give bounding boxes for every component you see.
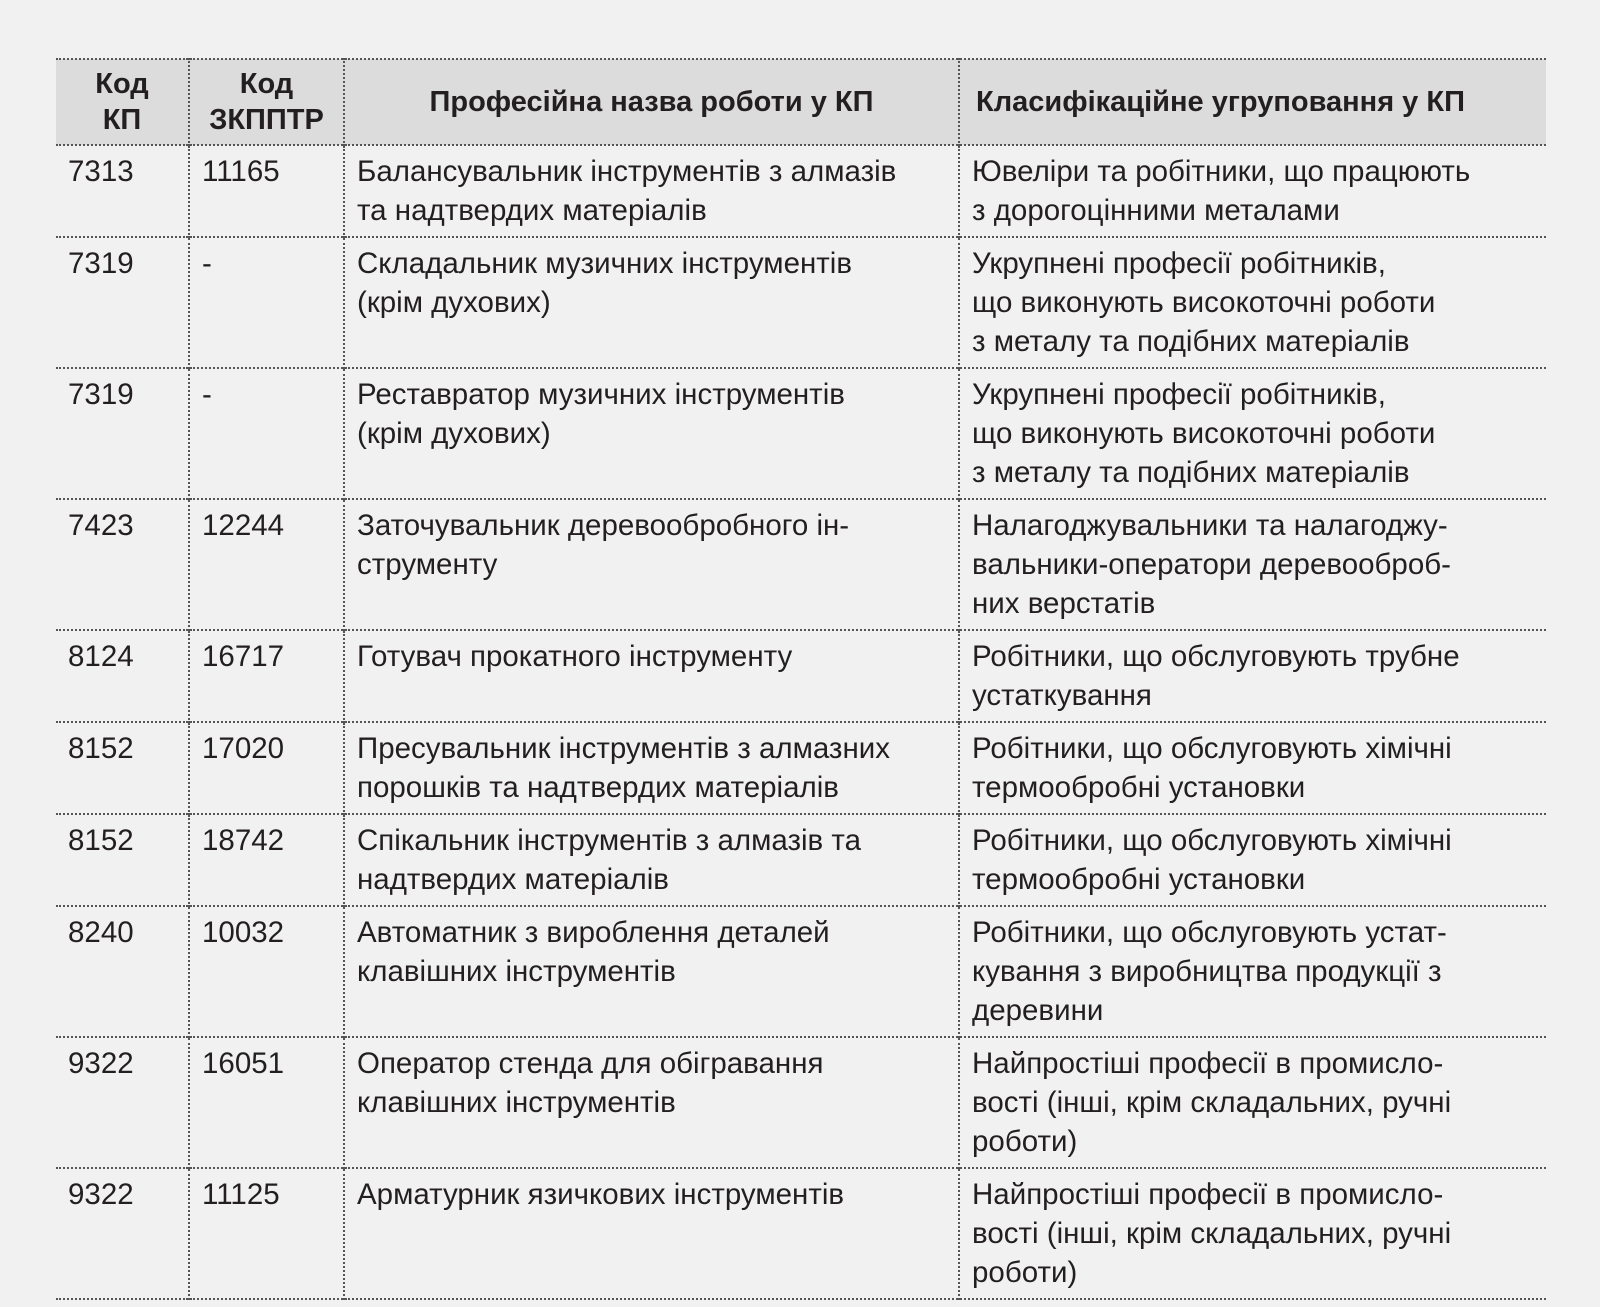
- cell-classification-group: Робітники, що обслуговують хімічні термообробні установки: [959, 722, 1546, 814]
- cell-classification-group: Робітники, що обслуговують трубне устаткування: [959, 630, 1546, 722]
- cell-code-kp: 7313: [68, 155, 134, 188]
- cell-code-zkpptr: 18742: [189, 814, 344, 906]
- cell-code-zkpptr: 17020: [189, 722, 344, 814]
- cell-classification-group: Робітники, що обслуговують устат- кування з виробництва продукції з деревини: [959, 906, 1546, 1037]
- table-row: [56, 499, 1546, 630]
- header-profession-name: Професійна назва роботи у КП: [344, 59, 959, 145]
- occupations-table-container: [56, 58, 1546, 1300]
- table-header: [56, 59, 1546, 145]
- cell-code-zkpptr: -: [189, 237, 344, 368]
- cell-classification-group: Ювеліри та робітники, що працюють з дорогоцінними металами: [959, 145, 1546, 237]
- cell-code-kp: 8152: [68, 732, 134, 765]
- cell-code-kp: 9322: [68, 1047, 134, 1080]
- cell-classification-group: Укрупнені професії робітників, що виконують високоточні роботи з металу та подібних матеріалів: [959, 368, 1546, 499]
- header-row: [56, 59, 1546, 145]
- cell-classification-group: Укрупнені професії робітників, що виконують високоточні роботи з металу та подібних матеріалів: [959, 237, 1546, 368]
- header-code-zkpptr: Код ЗКППТР: [189, 59, 344, 145]
- table-row: [56, 237, 1546, 368]
- table-row: [56, 630, 1546, 722]
- cell-profession-name: Готувач прокатного інструменту: [344, 630, 959, 722]
- cell-code-kp: 8124: [68, 640, 134, 673]
- header-code-kp: Код КП: [95, 68, 149, 136]
- cell-code-kp: 8240: [68, 916, 134, 949]
- cell-profession-name: Пресувальник інструментів з алмазних порошків та надтвердих матеріалів: [344, 722, 959, 814]
- cell-profession-name: Спікальник інструментів з алмазів та надтвердих матеріалів: [344, 814, 959, 906]
- cell-code-kp: 7319: [68, 378, 134, 411]
- cell-code-zkpptr: 11165: [189, 145, 344, 237]
- header-classification-group: Класифікаційне угруповання у КП: [959, 59, 1546, 145]
- table-row: [56, 145, 1546, 237]
- cell-code-zkpptr: -: [189, 368, 344, 499]
- cell-classification-group: Найпростіші професії в промисло- вості (інші, крім складальних, ручні роботи): [959, 1168, 1546, 1299]
- cell-profession-name: Балансувальник інструментів з алмазів та надтвердих матеріалів: [344, 145, 959, 237]
- table-row: [56, 722, 1546, 814]
- cell-code-zkpptr: 10032: [189, 906, 344, 1037]
- cell-classification-group: Налагоджувальники та налагоджу- вальники-оператори деревооброб- них верстатів: [959, 499, 1546, 630]
- cell-code-zkpptr: 16051: [189, 1037, 344, 1168]
- cell-code-zkpptr: 12244: [189, 499, 344, 630]
- cell-profession-name: Реставратор музичних інструментів (крім духових): [344, 368, 959, 499]
- table-row: [56, 814, 1546, 906]
- table-row: [56, 906, 1546, 1037]
- cell-code-kp: 7319: [68, 247, 134, 280]
- cell-profession-name: Арматурник язичкових інструментів: [344, 1168, 959, 1299]
- cell-code-kp: 8152: [68, 824, 134, 857]
- cell-profession-name: Заточувальник деревообробного ін- струменту: [344, 499, 959, 630]
- cell-code-zkpptr: 11125: [189, 1168, 344, 1299]
- cell-code-kp: 7423: [68, 509, 134, 542]
- table-row: [56, 1037, 1546, 1168]
- cell-profession-name: Оператор стенда для обігравання клавішних інструментів: [344, 1037, 959, 1168]
- table-body: [56, 145, 1546, 1299]
- cell-profession-name: Складальник музичних інструментів (крім духових): [344, 237, 959, 368]
- cell-profession-name: Автоматник з вироблення деталей клавішних інструментів: [344, 906, 959, 1037]
- cell-classification-group: Робітники, що обслуговують хімічні термообробні установки: [959, 814, 1546, 906]
- occupations-table: [56, 58, 1546, 1300]
- table-row: [56, 368, 1546, 499]
- table-row: [56, 1168, 1546, 1299]
- cell-code-zkpptr: 16717: [189, 630, 344, 722]
- cell-classification-group: Найпростіші професії в промисло- вості (інші, крім складальних, ручні роботи): [959, 1037, 1546, 1168]
- cell-code-kp: 9322: [68, 1178, 134, 1211]
